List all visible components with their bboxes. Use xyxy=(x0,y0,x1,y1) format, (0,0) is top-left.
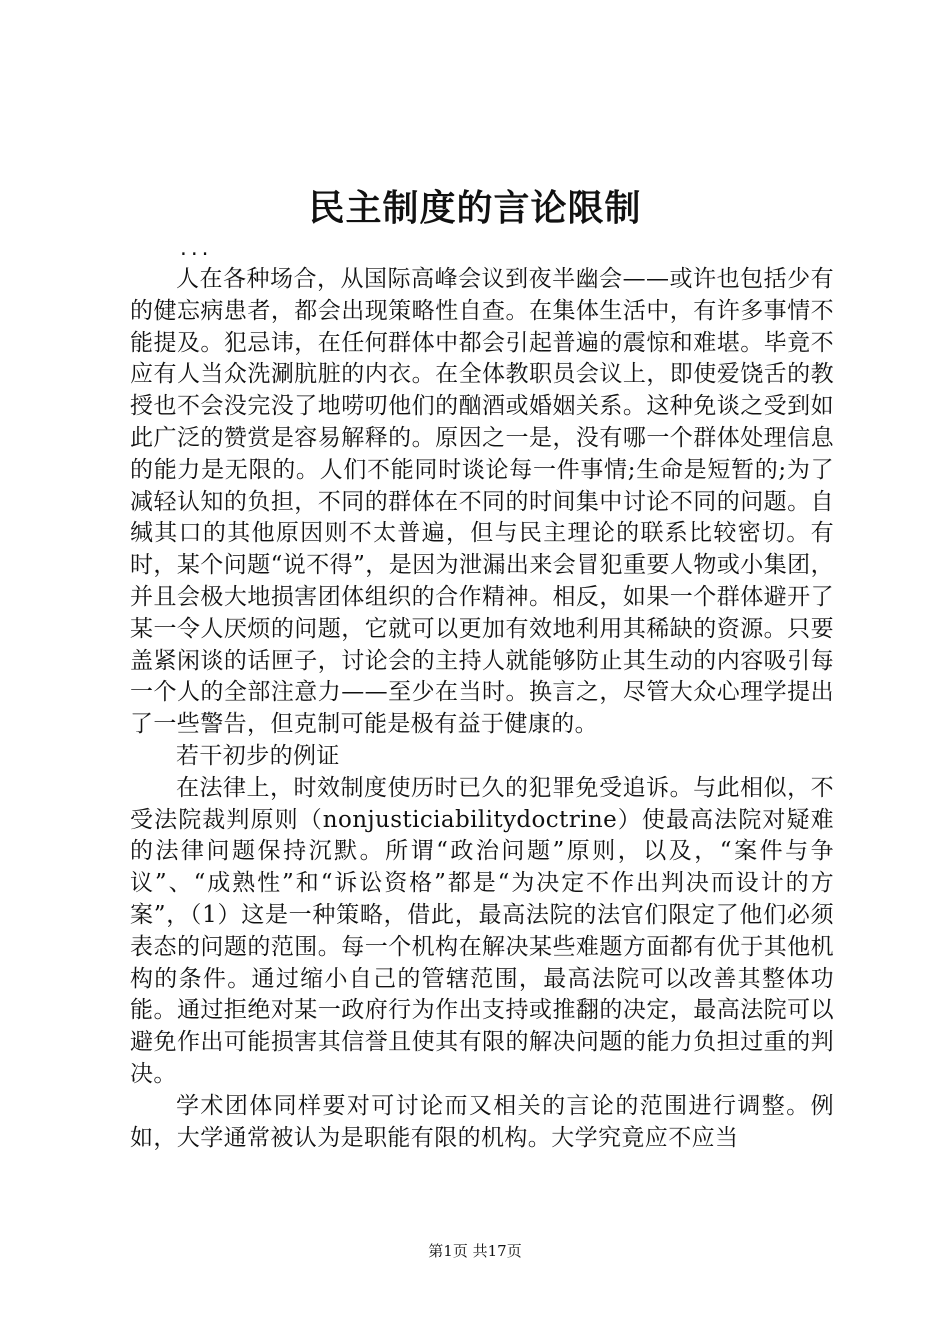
ellipsis-marker: ... xyxy=(178,239,211,260)
body-paragraph: 人在各种场合，从国际高峰会议到夜半幽会——或许也包括少有的健忘病患者，都会出现策略性自查。在集体生活中，有许多事情不能提及。犯忌讳，在任何群体中都会引起普遍的震惊和难堪。毕竟不应有人当众洗涮肮脏的内衣。在全体教职员会议上，即使爱饶舌的教授也不会没完没了地唠叨他们的酗酒或婚姻关系。这种免谈之受到如此广泛的赞赏是容易解释的。原因之一是，没有哪一个群体处理信息的能力是无限的。人们不能同时谈论每一件事情;生命是短暂的;为了减轻认知的负担，不同的群体在不同的时间集中讨论不同的问题。自缄其口的其他原因则不太普遍，但与民主理论的联系比较密切。有时，某个问题“说不得”，是因为泄漏出来会冒犯重要人物或小集团，并且会极大地损害团体组织的合作精神。相反，如果一个群体避开了某一令人厌烦的问题，它就可以更加有效地利用其稀缺的资源。只要盖紧闲谈的话匣子，讨论会的主持人就能够防止其生动的内容吸引每一个人的全部注意力——至少在当时。换言之，尽管大众心理学提出了一些警告，但克制可能是极有益于健康的。 xyxy=(130,266,834,738)
document-title: 民主制度的言论限制 xyxy=(308,187,642,229)
section-heading: 若干初步的例证 xyxy=(176,742,340,769)
page-footer: 第1页 共17页 xyxy=(428,1242,522,1260)
body-paragraph: 在法律上，时效制度使历时已久的犯罪免受追诉。与此相似，不受法院裁判原则（nonjusticiabilitydoctrine）使最高法院对疑难的法律问题保持沉默。所谓“政治问题”原则，以及，“案件与争议”、“成熟性”和“诉讼资格”都是“为决定不作出判决而设计的方案”，（1）这是一种策略，借此，最高法院的法官们限定了他们必须表态的问题的范围。每一个机构在解决某些难题方面都有优于其他机构的条件。通过缩小自己的管辖范围，最高法院可以改善其整体功能。通过拒绝对某一政府行为作出支持或推翻的决定，最高法院可以避免作出可能损害其信誉且使其有限的解决问题的能力负担过重的判决。 xyxy=(130,774,834,1087)
body-paragraph: 学术团体同样要对可讨论而又相关的言论的范围进行调整。例如，大学通常被认为是职能有限的机构。大学究竟应不应当 xyxy=(130,1092,834,1151)
document-body xyxy=(130,264,834,1154)
